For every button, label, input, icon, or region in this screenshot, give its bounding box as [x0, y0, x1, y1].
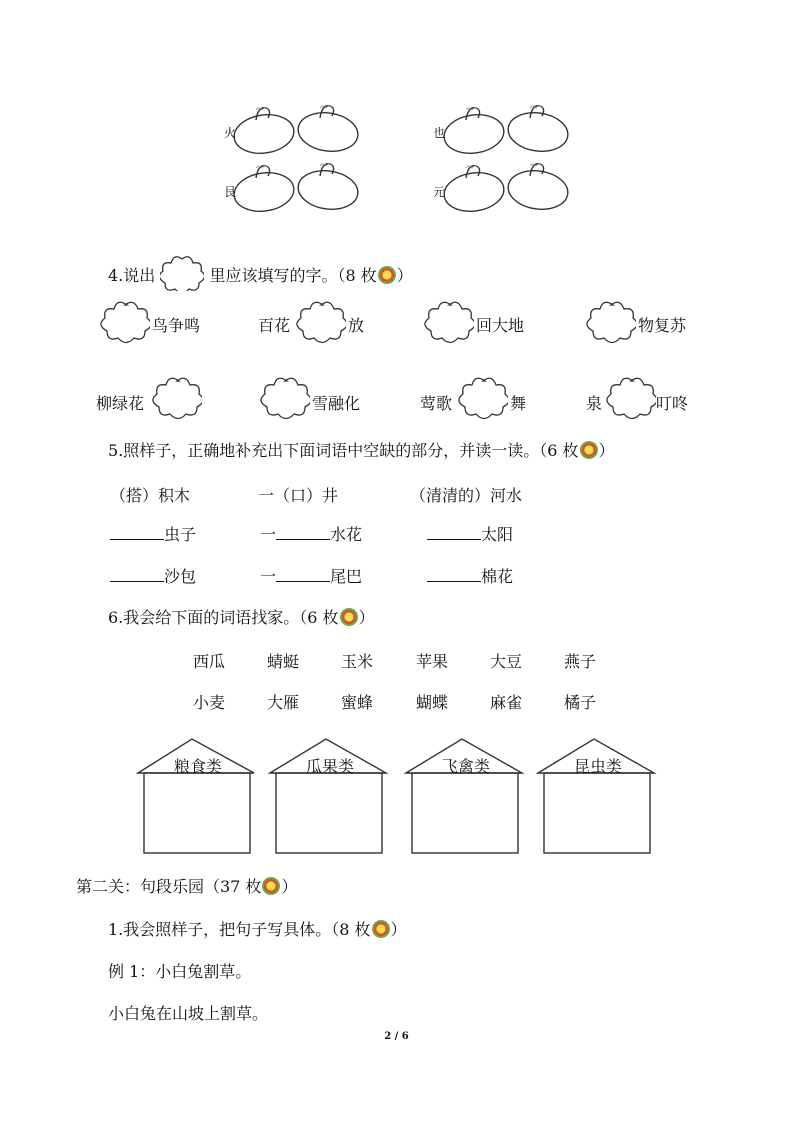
q6-word: 蜜蜂 [341, 693, 374, 712]
example-label: 例 1：小白兔割草。 [108, 962, 252, 981]
q4-prefix: 4.说出 [108, 266, 156, 285]
peapod-char: 元 [433, 185, 446, 199]
flower-icon [152, 376, 202, 420]
q5-word: 水花 [330, 525, 363, 544]
q4-title [108, 255, 413, 291]
q5-title-text: 5.照样子，正确地补充出下面词语中空缺的部分，并读一读。（6 枚 [108, 441, 579, 460]
s2-q1-title [108, 920, 407, 940]
answer-blank[interactable] [110, 524, 164, 540]
star-icon [262, 877, 280, 895]
house-label: 瓜果类 [305, 757, 354, 776]
q6-word: 麻雀 [490, 693, 523, 712]
star-icon [378, 266, 396, 284]
section2-title [76, 877, 297, 897]
q6-word: 西瓜 [193, 652, 226, 671]
q5-row [260, 524, 362, 545]
q5-word: 虫子 [164, 525, 197, 544]
flower-icon [606, 376, 656, 420]
flower-icon [586, 300, 636, 344]
q5-close: ） [598, 441, 615, 460]
q5-word: 尾巴 [330, 567, 363, 586]
answer-blank[interactable] [276, 566, 330, 582]
star-icon [340, 608, 358, 626]
peapod-char: 艮 [224, 185, 237, 199]
q4-word: 雪融化 [312, 394, 361, 413]
answer-blank[interactable] [276, 524, 330, 540]
q5-word: 棉花 [481, 567, 514, 586]
q4-word: 柳绿花 [96, 394, 145, 413]
page-number: 2 / 6 [384, 1031, 409, 1042]
q5-example: （清清的）河水 [410, 486, 523, 505]
q6-title [108, 608, 375, 628]
q5-row [110, 524, 196, 545]
q5-row [427, 524, 513, 545]
q4-word: 回大地 [476, 316, 525, 335]
q4-word: 百花 [258, 316, 291, 335]
q5-title [108, 441, 615, 461]
q5-one: 一 [260, 567, 277, 586]
section2-close: ） [281, 877, 298, 896]
q4-word: 放 [348, 316, 365, 335]
flower-icon [260, 376, 310, 420]
answer-blank[interactable] [110, 566, 164, 582]
q6-word: 燕子 [564, 652, 597, 671]
q5-row [110, 566, 196, 587]
q4-suffix: 里应该填写的字。（8 枚 [209, 266, 377, 285]
peapod-illustration [220, 98, 580, 218]
q6-title-text: 6.我会给下面的词语找家。（6 枚 [108, 608, 339, 627]
q5-word: 沙包 [164, 567, 197, 586]
q6-word: 橘子 [564, 693, 597, 712]
q4-word: 叮咚 [656, 394, 689, 413]
answer-blank[interactable] [427, 524, 481, 540]
q6-word: 蜻蜓 [267, 652, 300, 671]
s2-q1-close: ） [390, 920, 407, 939]
example-answer: 小白兔在山坡上割草。 [108, 1004, 269, 1023]
house-label: 粮食类 [173, 757, 222, 776]
flower-icon [424, 300, 474, 344]
q4-close: ） [396, 266, 413, 285]
q6-word: 大雁 [267, 693, 300, 712]
q5-word: 太阳 [481, 525, 514, 544]
q5-row [427, 566, 513, 587]
q5-example: 一（口）井 [258, 486, 339, 505]
flower-icon [296, 300, 346, 344]
s2-q1-title-text: 1.我会照样子，把句子写具体。（8 枚 [108, 920, 371, 939]
peapod-char: 火 [224, 126, 237, 140]
q4-word: 物复苏 [638, 316, 687, 335]
q6-word: 小麦 [193, 693, 226, 712]
q4-word: 舞 [510, 394, 527, 413]
q5-example: （搭）积木 [110, 486, 191, 505]
q6-close: ） [358, 608, 375, 627]
section2-title-text: 第二关：句段乐园（37 枚 [76, 877, 262, 896]
q5-one: 一 [260, 525, 277, 544]
answer-blank[interactable] [427, 566, 481, 582]
q4-word: 鸟争鸣 [152, 316, 201, 335]
q6-word: 玉米 [341, 652, 374, 671]
flower-icon [458, 376, 508, 420]
flower-icon [100, 300, 150, 344]
q6-word: 苹果 [416, 652, 449, 671]
house-label: 昆虫类 [573, 757, 622, 776]
flower-icon [160, 255, 204, 291]
star-icon [372, 920, 390, 938]
q6-word: 大豆 [490, 652, 523, 671]
q4-word: 莺歌 [420, 394, 453, 413]
star-icon [580, 441, 598, 459]
peapod-char: 也 [433, 126, 446, 140]
q5-row [260, 566, 362, 587]
q4-word: 泉 [586, 394, 603, 413]
house-label: 飞禽类 [441, 757, 490, 776]
q6-word: 蝴蝶 [416, 693, 449, 712]
